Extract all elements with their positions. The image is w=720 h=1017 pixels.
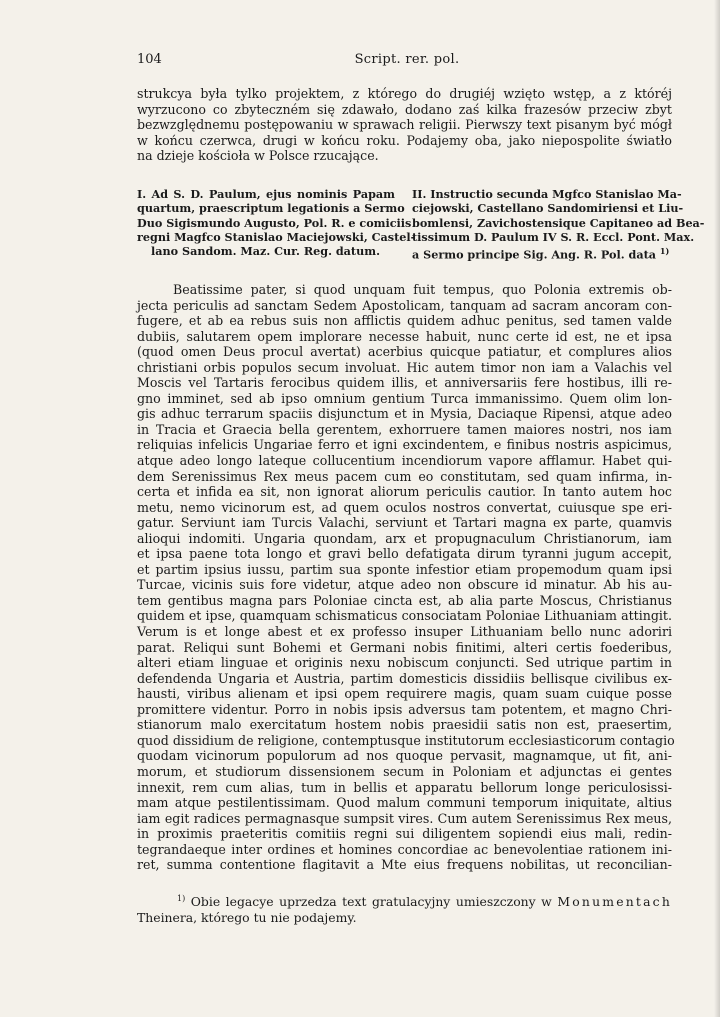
text-line: alioqui indomiti. Ungaria quondam, arx et propugnaculum Christianorum, iam xyxy=(137,530,672,546)
heading-line: lano Sandom. Maz. Cur. Reg. datum. xyxy=(151,244,380,259)
text-line: gatur. Serviunt iam Turcis Valachi, serviunt et Tartari magna ex parte, quamvis xyxy=(137,515,672,531)
text-line: tegrandaeque inter ordines et homines concordiae ac benevolentiae rationem ini- xyxy=(137,841,672,857)
heading-line: I. Ad S. D. Paulum, ejus nominis Papam xyxy=(137,187,395,201)
page-edge-shadow xyxy=(714,0,720,1017)
footnote-mark: 1) xyxy=(177,894,186,903)
page-number: 104 xyxy=(137,52,162,67)
text-line: defendenda Ungaria et Austria, partim domesticis dissidiis bellisque civilibus ex- xyxy=(137,670,672,686)
text-line: quodam vicinorum populorum ad nos quoque pervasit, magnamque, ut fit, ani- xyxy=(137,748,672,764)
text-line: (quod omen Deus procul avertat) acerbius quicque patiatur, et complures alios xyxy=(137,344,672,360)
text-line: wyrzucono co zbyteczném się zdawało, dodano zaś kilka frazesów przeciw zbyt xyxy=(137,101,672,117)
heading-left-column xyxy=(137,187,416,259)
heading-line: ciejowski, Castellano Sandomiriensi et Liu- xyxy=(412,201,684,216)
footnote-line xyxy=(137,891,672,910)
text-line: atque adeo longo lateque collucentium incendiorum vapore afflamur. Habet qui- xyxy=(137,453,672,469)
heading-line: quartum, praescriptum legationis a Sermo xyxy=(137,201,405,216)
footnote-reference: 1) xyxy=(659,246,670,257)
text-line: Verum is et longe abest et ex professo insuper Lithuaniam bello nunc adoriri xyxy=(137,624,672,640)
intro-paragraph xyxy=(137,86,672,164)
text-line: iam egit radices permagnasque sumpsit vires. Cum autem Serenissimus Rex meus, xyxy=(137,810,672,826)
heading-line: tissimum D. Paulum IV S. R. Eccl. Pont. Max. xyxy=(412,229,695,244)
text-line: tem gentibus magna pars Poloniae cincta est, ab alia parte Moscus, Christianus xyxy=(137,592,672,608)
footnote-text: Obie legacye uprzedza text gratulacyjny umieszczony w xyxy=(190,894,552,910)
text-line: quod dissidium de religione, contemptusque institutorum ecclesiasticorum contagio xyxy=(137,732,675,748)
text-line: dubiis, salutarem opem implorare necesse habuit, nunc certe id est, ne et ipsa xyxy=(137,328,672,344)
text-line: reliquias infelicis Ungariae ferro et igni excindentem, e finibus nostris aspicimus, xyxy=(137,437,672,453)
footnote xyxy=(137,891,672,926)
text-line: w końcu czerwca, drugi w końcu roku. Podajemy oba, jako niepospolite światło xyxy=(137,132,672,148)
text-line: jecta periculis ad sanctam Sedem Apostolicam, tanquam ad sacram ancoram con- xyxy=(137,297,672,313)
text-line: in Tracia et Graecia bella gerentem, exhorruere tamen maiores nostri, nos iam xyxy=(137,421,672,437)
text-line: gis adhuc terrarum spaciis disjunctum et in Mysia, Daciaque Ripensi, atque adeo xyxy=(137,406,672,422)
text-line: strukcya była tylko projektem, z którego do drugiéj wzięto wstęp, a z któréj xyxy=(137,86,672,101)
body-text xyxy=(137,282,675,873)
text-line: christiani orbis populos secum involuat. Hic autem timor non iam a Valachis vel xyxy=(137,359,672,375)
text-line: metu, nemo vicinorum est, ad quem oculos nostros convertat, cuiusque spe eri- xyxy=(137,499,672,515)
heading-line-text: a Sermo principe Sig. Ang. R. Pol. data xyxy=(412,247,656,262)
text-line: ret, summa contentione flagitavit a Mte eius frequens nobilitas, ut reconcilian- xyxy=(137,857,672,873)
text-line: dem Serenissimus Rex meus pacem cum eo constitutam, sed quam infirma, in- xyxy=(137,468,672,484)
page-header xyxy=(137,52,677,72)
text-line: quidem et ipse, quamquam schismaticus consociatam Poloniae Lithuaniam attingit. xyxy=(137,608,672,624)
text-line: gno imminet, sed ab ipso omnium gentium Turca immanissimo. Quem olim lon- xyxy=(137,390,672,406)
text-line: stianorum malo exercitatum hostem nobis praesidii satis non est, praesertim, xyxy=(137,717,672,733)
text-line: hausti, viribus alienam et ipsi opem requirere magis, quam suam cuique posse xyxy=(137,686,672,702)
heading-line: II. Instructio secunda Mgfco Stanislao Ma- xyxy=(412,187,682,201)
text-line: na dzieje kościoła w Polsce rzucające. xyxy=(137,148,379,164)
text-line: in proximis praeteritis comitiis regni sui diligentem sopiendi eius mali, redin- xyxy=(137,826,672,842)
heading-line: Duo Sigismundo Augusto, Pol. R. e comiciis xyxy=(137,215,412,230)
text-line: morum, et studiorum dissensionem secum in Poloniam et adjunctas ei gentes xyxy=(137,763,672,779)
text-line: et partim ipsius iussu, partim sua sponte infestior etiam propemodum quam ipsi xyxy=(137,561,672,577)
text-line: promittere videntur. Porro in nobis ipsis adversus tam potentem, et magno Chri- xyxy=(137,701,672,717)
text-line: Turcae, vicinis suis fore videtur, atque adeo non obscure id minatur. Ab his au- xyxy=(137,577,672,593)
text-line: innexit, rem cum alias, tum in bellis et apparatu bellorum longe periculosissi- xyxy=(137,779,672,795)
text-line: fugere, et ab ea rebus suis non afflictis quidem adhuc penitus, sed tamen valde xyxy=(137,313,672,329)
text-line: certa et infida ea sit, non ignorat aliorum periculis cautior. In tanto autem hoc xyxy=(137,484,672,500)
heading-line: bomlensi, Zavichostensique Capitaneo ad Bea- xyxy=(412,215,705,230)
text-line: parat. Reliqui sunt Bohemi et Germani nobis finitimi, alteri certis foederibus, xyxy=(137,639,672,655)
heading-right-column xyxy=(412,187,705,262)
text-line: Moscis vel Tartaris ferocibus quidem illis, et anniversariis fere hostibus, illi re- xyxy=(137,375,672,391)
text-line: bezwzględnemu postępowaniu w sprawach religii. Pierwszy text pisanym być mógł xyxy=(137,117,672,133)
text-line: mam atque pestilentissimam. Quod malum communi temporum iniquitate, altius xyxy=(137,795,672,811)
text-line: et ipsa paene tota longo et gravi bello defatigata dirum tyranni jugum accepit, xyxy=(137,546,672,562)
heading-line: regni Magfco Stanislao Maciejowski, Castel- xyxy=(137,229,416,244)
text-line: Beatissime pater, si quod unquam fuit tempus, quo Polonia extremis ob- xyxy=(173,282,672,297)
footnote-spaced-word: Monumentach xyxy=(557,894,672,910)
running-head: Script. rer. pol. xyxy=(354,52,460,67)
footnote-line: Theinera, którego tu nie podajemy. xyxy=(137,910,357,926)
text-line: alteri etiam linguae et originis nexu nobiscum conjuncti. Sed utrique partim in xyxy=(137,655,672,671)
heading-line xyxy=(412,244,670,262)
